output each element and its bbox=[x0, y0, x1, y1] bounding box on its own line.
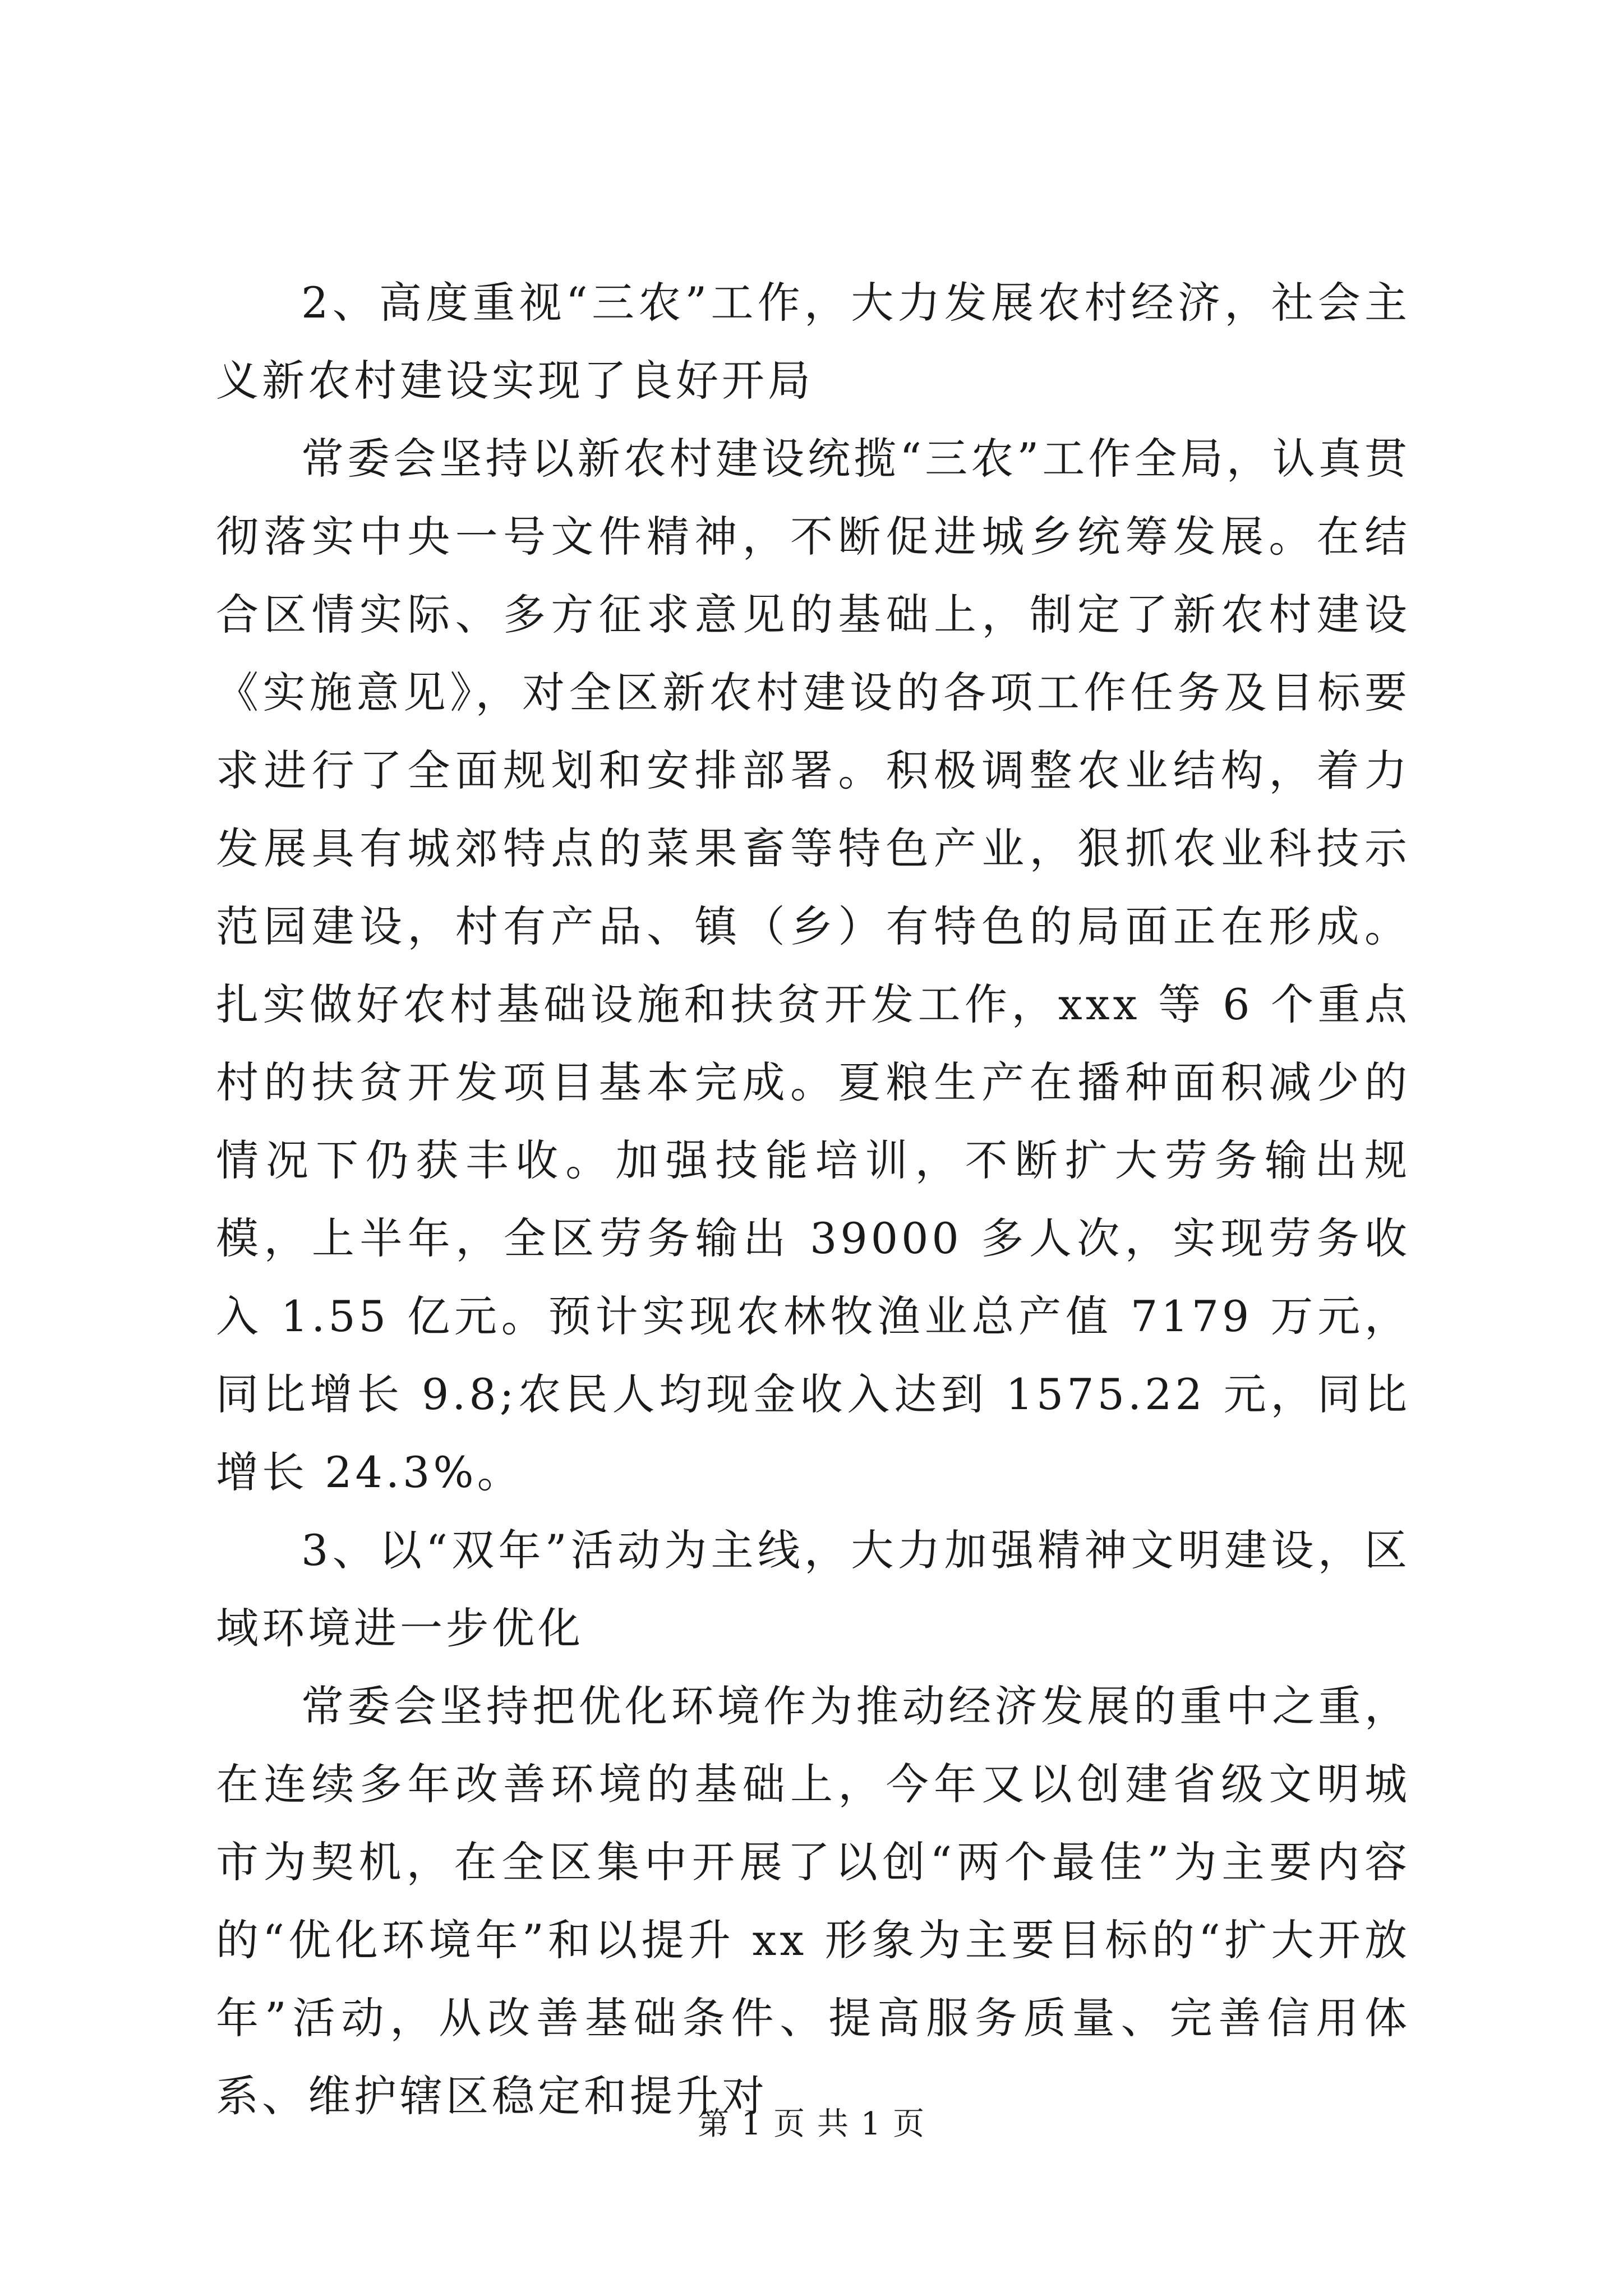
section-heading-3: 3、以“双年”活动为主线，大力加强精神文明建设，区域环境进一步优化 bbox=[216, 1525, 1410, 1653]
body-paragraph: 常委会坚持把优化环境作为推动经济发展的重中之重，在连续多年改善环境的基础上，今年又以创建省级文明城市为契机，在全区集中开展了以创“两个最佳”为主要内容的“优化环境年”和以提升 xx 形象为主要目标的“扩大开放年”活动，从改善基础条件、提高服务质量、完善信用体系、维护辖区稳定和提升对 bbox=[216, 1681, 1410, 2121]
body-paragraph: 常委会坚持以新农村建设统揽“三农”工作全局，认真贯彻落实中央一号文件精神，不断促进城乡统筹发展。在结合区情实际、多方征求意见的基础上，制定了新农村建设《实施意见》，对全区新农村建设的各项工作任务及目标要求进行了全面规划和安排部署。积极调整农业结构，着力发展具有城郊特点的菜果畜等特色产业，狠抓农业科技示范园建设，村有产品、镇（乡）有特色的局面正在形成。扎实做好农村基础设施和扶贫开发工作，xxx 等 6 个重点村的扶贫开发项目基本完成。夏粮生产在播种面积减少的情况下仍获丰收。加强技能培训，不断扩大劳务输出规模，上半年，全区劳务输出 39000 多人次，实现劳务收入 1.55 亿元。预计实现农林牧渔业总产值 7179 万元，同比增长 9.8;农民人均现金收入达到 1575.22 元，同比增长 24.3%。 bbox=[216, 434, 1410, 1497]
page-footer: 第 1 页 共 1 页 bbox=[697, 2106, 926, 2142]
document-body bbox=[216, 264, 1410, 2135]
section-heading-2: 2、高度重视“三农”工作，大力发展农村经济，社会主义新农村建设实现了良好开局 bbox=[216, 278, 1410, 406]
